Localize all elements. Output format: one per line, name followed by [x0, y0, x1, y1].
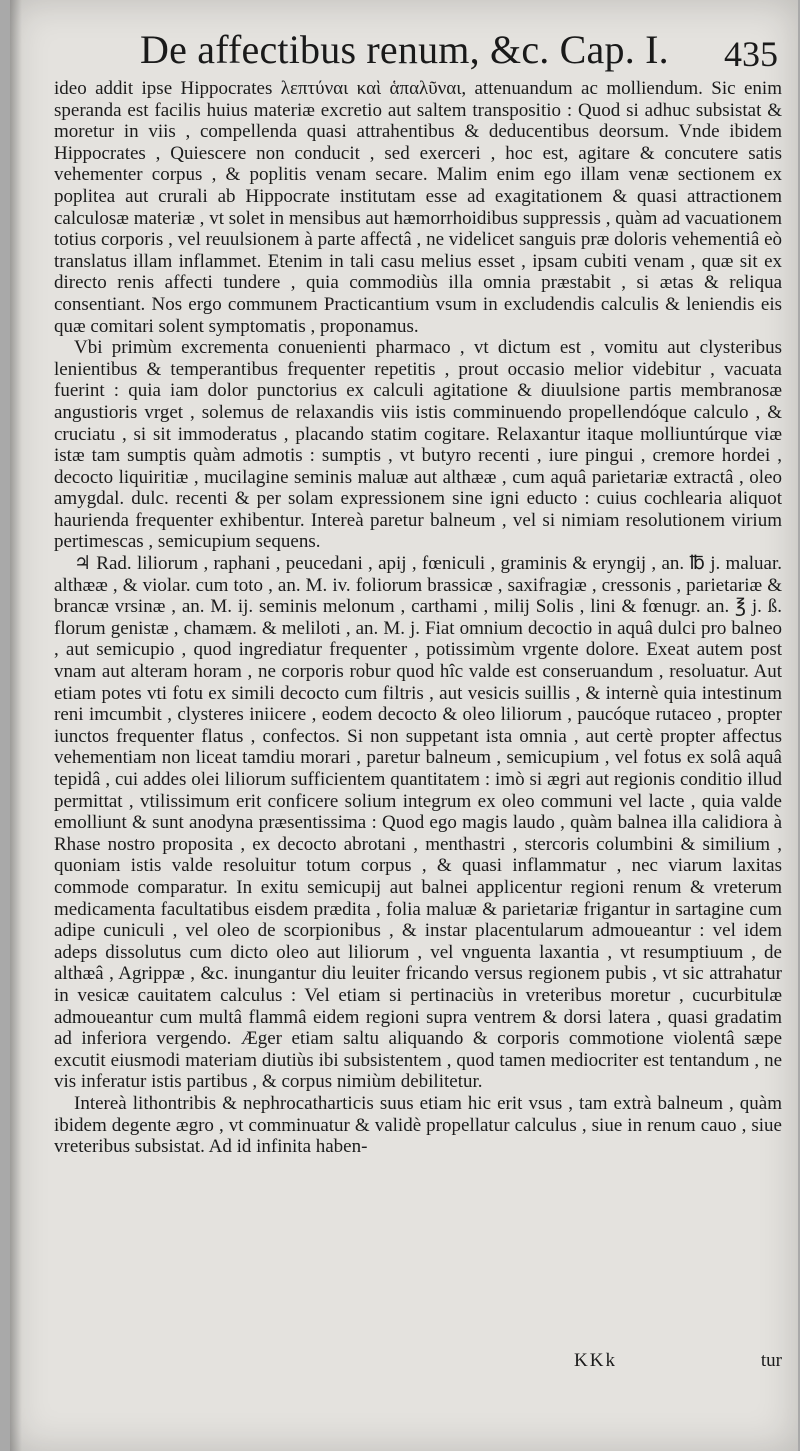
page-footer [54, 1350, 782, 1374]
running-title: De affectibus renum, &c. Cap. I. [140, 27, 669, 72]
paragraph: ideo addit ipse Hippocrates λεπτύναι καὶ ἁπαλῦναι, attenuandum ac molliendum. Sic enim speranda est facilis huius materiæ excretio aut saltem transpositio : Quod si adhuc subsistat & moretur in viis , compellenda quasi attrahentibus & deducentibus deorsum. Vnde ibidem Hippocrates , Quiescere non conducit , sed exerceri , hoc est, agitare & concutere satis vehementer corpus , & poplitis venam secare. Malim enim ego illam venæ sectionem ex poplitea aut crurali ab Hippocrate institutam esse ad exagitationem & quasi attractionem calculosæ materiæ , vt solet in mensibus aut hæmorrhoidibus suppressis , quàm ad vacuationem totius corporis , vel reuulsionem à parte affectâ , ne videlicet sanguis præ doloris vehementiâ eò translatus illam inflammet. Etenim in tali casu melius esset , ipsam cubiti venam , quæ sit ex directo renis affecti tundere , quia commodiùs illa omnia præstabit , si ætas & reliqua consentiant. Nos ergo communem Practicantium vsum in excludendis calculis & leniendis eis quæ comitari solent symptomatis , proponamus. [54, 78, 782, 337]
catchword: tur [760, 1350, 782, 1371]
book-page [10, 0, 798, 1451]
signature-mark: KKk [574, 1350, 617, 1371]
prescription-paragraph: ♃ Rad. liliorum , raphani , peucedani , apij , fœniculi , graminis & eryngij , an. ℔ j. maluar. althææ , & violar. cum toto , an. M. iv. foliorum brassicæ , saxifragiæ , cressonis , parietariæ & brancæ vrsinæ , an. M. ij. seminis melonum , carthami , milij Solis , lini & fœnugr. an. ℥ j. ß. florum genistæ , chamæm. & meliloti , an. M. j. Fiat omnium decoctio in aquâ dulci pro balneo , aut semicupio , quod ingrediatur frequenter , potissimùm vrgente dolore. Exeat autem post vnam aut alteram horam , ne corporis robur quod hîc valde est conseruandum , resoluatur. Aut etiam potes vti fotu ex simili decocto cum filtris , aut vesicis suillis , & internè quia intestinum reni imcumbit , clysteres iniicere , eodem decocto & oleo liliorum , paucóque rutaceo , propter iunctos frequenter flatus , confectos. Si non suppetant ista omnia , aut certè propter affectus vehementiam non liceat tamdiu morari , paretur balneum , semicupium , vel fotus ex solâ aquâ tepidâ , cui addes olei liliorum sufficientem quantitatem : imò si ægri aut regionis conditio illud permittat , vtilissimum erit conficere solium integrum ex oleo communi vel lacte , quia valde emolliunt & sunt anodyna præsentissima : Quod ego magis laudo , quàm balnea illa calidiora à Rhase nostro proposita , ex decocto abrotani , menthastri , stercoris columbini & similium , quoniam istis valde resoluitur totum corpus , & quasi inflammatur , nec viarum laxitas commode comparatur. In exitu semicupij aut balnei applicentur regioni renum & vreterum medicamenta facultatibus eisdem prædita , folia maluæ & parietariæ frigantur in sartagine cum adipe cuniculi , vel oleo de scorpionibus , & instar placentularum admoueantur : vel idem adeps dissolutus cum dicto oleo aut liliorum , vel vnguenta laxantia , vt resumptiuum , de althæâ , Agrippæ , &c. inungantur diu leuiter fricando versus regionem pubis , vt sic attrahatur in vesicæ cauitatem calculus : Vel etiam si pertinaciùs in vreteribus moretur , cucurbitulæ admoueantur cum multâ flammâ eidem regioni supra ventrem & dorsi latera , quasi gradatim ad inferiora vergendo. Æger etiam saltu aliquando & corporis commotione violentâ sæpe excutit eiusmodi materiam diutiùs ibi subsistentem , quod tamen mediocriter est tentandum , ne vis inferatur istis partibus , & corpus nimiùm debilitetur. [54, 553, 782, 1093]
body-text [54, 78, 782, 1158]
page-header [10, 26, 798, 80]
paragraph: Intereà lithontribis & nephrocatharticis suus etiam hic erit vsus , tam extrà balneum , quàm ibidem degente ægro , vt comminuatur & validè propellatur calculus , siue in renum cauo , siue vreteribus subsistat. Ad id infinita haben- [54, 1092, 782, 1158]
paragraph: Vbi primùm excrementa conuenienti pharmaco , vt dictum est , vomitu aut clysteribus lenientibus & temperantibus frequenter repetitis , prout occasio melior videbitur , vacuata fuerint : quia iam dolor punctorius ex calculi agitatione & diuulsione partis membranosæ angustioris vrget , solemus de relaxandis viis istis comminuendo propellendóque calculo , & cruciatu , si sit immoderatus , placando statim cogitare. Relaxantur itaque molliuntúrque viæ istæ tam sumptis quàm admotis : sumptis , vt butyro recenti , iure pingui , cremore hordei , decocto liquiritiæ , mucilagine seminis maluæ aut althææ , cum aquâ parietariæ extractâ , oleo amygdal. dulc. recenti & per solam expressionem sine igni educto : cuius cochlearia aliquot haurienda frequenter exhibentur. Intereà paretur balneum , vel si nimiam resolutionem virium pertimescas , semicupium sequens. [54, 337, 782, 553]
page-number: 435 [724, 34, 778, 74]
